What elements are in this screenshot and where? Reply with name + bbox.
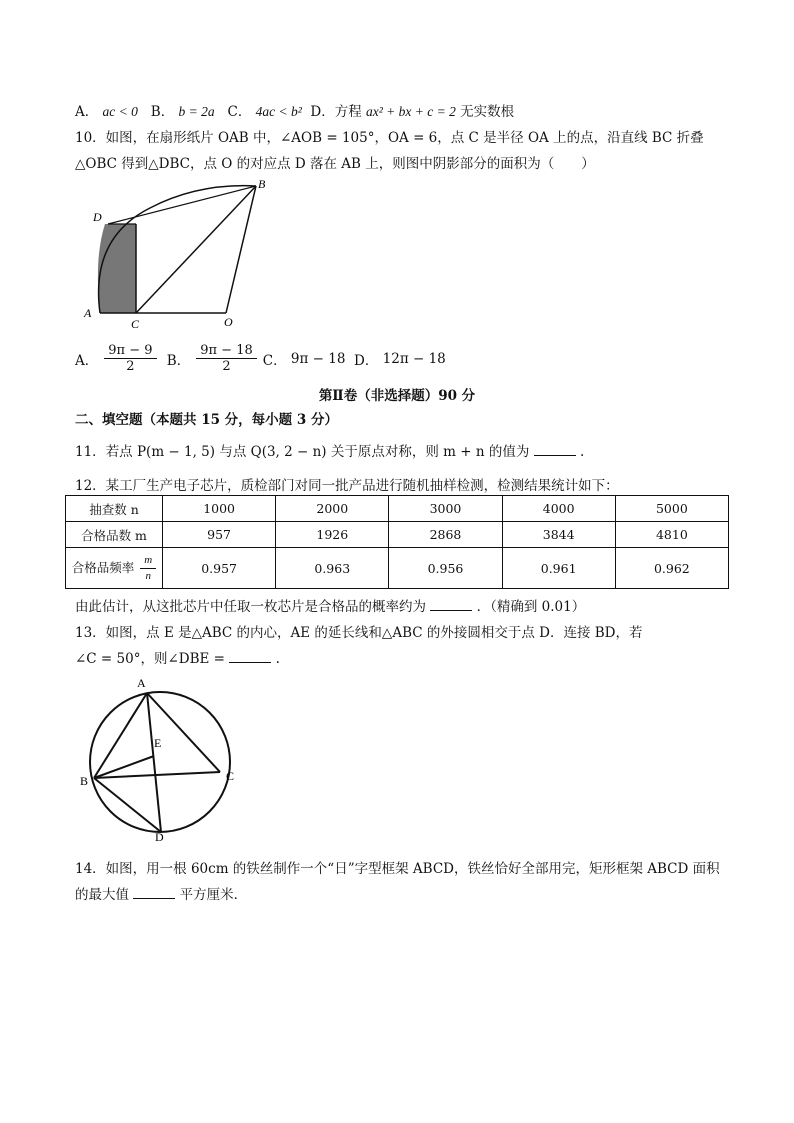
q10-option-c-label: C．	[262, 352, 287, 369]
table-cell: 2000	[276, 496, 389, 522]
q13-label-c: C	[226, 769, 235, 783]
q10-segment-ob	[226, 186, 256, 313]
q12-frequency-table	[65, 495, 729, 589]
q14-stem-line2	[75, 883, 247, 903]
q13-segment-bc	[94, 772, 220, 778]
q12-followup	[75, 595, 585, 615]
q13-segment-ad	[147, 693, 161, 832]
q10-shaded-region	[98, 224, 136, 313]
table-cell: 957	[163, 522, 276, 548]
q10-option-d-text: 12π − 18	[382, 350, 446, 367]
q10-option-a-fraction	[104, 343, 156, 374]
q13-circumcircle	[90, 692, 230, 832]
table-cell: 3000	[389, 496, 502, 522]
table-cell: 0.956	[389, 548, 502, 589]
q13-circle-figure	[75, 672, 245, 844]
table-header-qualified-rate	[66, 548, 163, 589]
q13-segment-ac	[147, 693, 220, 772]
q9-option-c-label: C．	[227, 104, 252, 120]
q10-sector-figure	[78, 178, 278, 333]
q9-option-d-tail: 无实数根	[460, 104, 515, 120]
table-cell: 2868	[389, 522, 502, 548]
q10-option-b-label: B．	[166, 352, 191, 369]
q14-line2-suffix: 平方厘米．	[179, 887, 248, 903]
q10-label-b: B	[258, 178, 266, 191]
q13-label-e: E	[154, 736, 162, 750]
q12-answer-blank[interactable]	[430, 598, 472, 611]
table-row	[66, 548, 729, 589]
q10-option-b-denominator: 2	[222, 359, 231, 374]
q10-label-a: A	[84, 306, 92, 320]
rate-header-fraction	[140, 553, 156, 584]
q10-option-b-numerator: 9π − 18	[196, 343, 257, 359]
q13-segment-ab	[94, 693, 147, 778]
q13-label-a: A	[137, 676, 146, 690]
q9-option-a-label: A．	[75, 104, 99, 120]
q13-line2-prefix: ∠C = 50°，则∠DBE =	[75, 651, 225, 667]
table-cell: 5000	[615, 496, 728, 522]
table-header-sample-count: 抽查数 n	[66, 496, 163, 522]
q10-segment-db	[108, 186, 256, 224]
q13-label-b: B	[80, 774, 89, 788]
q12-followup-suffix: ．（精确到 0.01）	[476, 599, 586, 615]
q10-stem-line2: △OBC 得到△DBC，点 O 的对应点 D 落在 AB 上，则图中阴影部分的面积为（ ）	[75, 156, 595, 172]
q9-option-c-text: 4ac < b²	[255, 104, 302, 119]
q11-answer-blank[interactable]	[534, 443, 576, 456]
q11-prefix: 11．若点 P(m − 1, 5) 与点 Q(3, 2 − n) 关于原点对称，则 m + n 的值为	[75, 444, 530, 460]
q9-option-b-label: B．	[150, 104, 175, 120]
q10-stem-line1: 10．如图，在扇形纸片 OAB 中，∠AOB = 105°，OA = 6，点 C 是半径 OA 上的点，沿直线 BC 折叠	[75, 130, 704, 146]
q14-answer-blank[interactable]	[133, 886, 175, 899]
q9-option-d-label: D．方程	[310, 104, 362, 120]
q10-label-o: O	[224, 315, 233, 329]
q9-option-b-text: b = 2a	[178, 104, 215, 119]
q10-label-c: C	[131, 317, 140, 331]
q9-option-a-text: ac < 0	[102, 104, 138, 119]
table-cell: 4810	[615, 522, 728, 548]
q10-option-c-text: 9π − 18	[290, 350, 346, 367]
q12-followup-prefix: 由此估计，从这批芯片中任取一枚芯片是合格品的概率约为	[75, 599, 426, 615]
q10-option-b-fraction	[196, 343, 257, 374]
table-row	[66, 522, 729, 548]
table-cell: 0.962	[615, 548, 728, 589]
q10-label-d: D	[93, 210, 102, 224]
table-cell: 0.961	[502, 548, 615, 589]
q14-stem-line1: 14．如图，用一根 60cm 的铁丝制作一个“日”字型框架 ABCD，铁丝恰好全部用完，矩形框架 ABCD 面积	[75, 861, 720, 877]
q10-option-a-label: A．	[75, 352, 99, 369]
part2-title: 第Ⅱ卷（非选择题）90 分	[318, 388, 476, 404]
q10-segment-bc	[136, 186, 256, 313]
table-cell: 3844	[502, 522, 615, 548]
q10-options	[75, 343, 446, 374]
table-row	[66, 496, 729, 522]
table-cell: 0.957	[163, 548, 276, 589]
q13-answer-blank[interactable]	[229, 650, 271, 663]
q13-stem-line2	[75, 647, 280, 667]
q13-line2-suffix: .	[275, 651, 280, 667]
q10-option-d-label: D．	[354, 352, 379, 369]
rate-header-numerator: m	[140, 553, 156, 569]
q13-label-d: D	[155, 830, 164, 844]
table-header-qualified-count: 合格品数 m	[66, 522, 163, 548]
q9-option-d-expr: ax² + bx + c = 2	[366, 104, 456, 119]
rate-header-label: 合格品频率	[71, 559, 135, 575]
q11-stem	[75, 440, 584, 460]
table-cell: 4000	[502, 496, 615, 522]
q10-option-a-denominator: 2	[126, 359, 135, 374]
section2-title: 二、填空题（本题共 15 分，每小题 3 分）	[75, 412, 338, 428]
table-cell: 0.963	[276, 548, 389, 589]
q10-option-a-numerator: 9π − 9	[104, 343, 156, 359]
table-cell: 1926	[276, 522, 389, 548]
q13-stem-line1: 13．如图，点 E 是△ABC 的内心，AE 的延长线和△ABC 的外接圆相交于点 D．连接 BD，若	[75, 625, 643, 641]
q9-options	[75, 100, 514, 120]
q12-intro: 12．某工厂生产电子芯片，质检部门对同一批产品进行随机抽样检测，检测结果统计如下：	[75, 478, 619, 494]
table-cell: 1000	[163, 496, 276, 522]
q11-suffix: .	[579, 444, 585, 460]
rate-header-denominator: n	[145, 569, 151, 582]
q14-line2-prefix: 的最大值	[75, 887, 129, 903]
